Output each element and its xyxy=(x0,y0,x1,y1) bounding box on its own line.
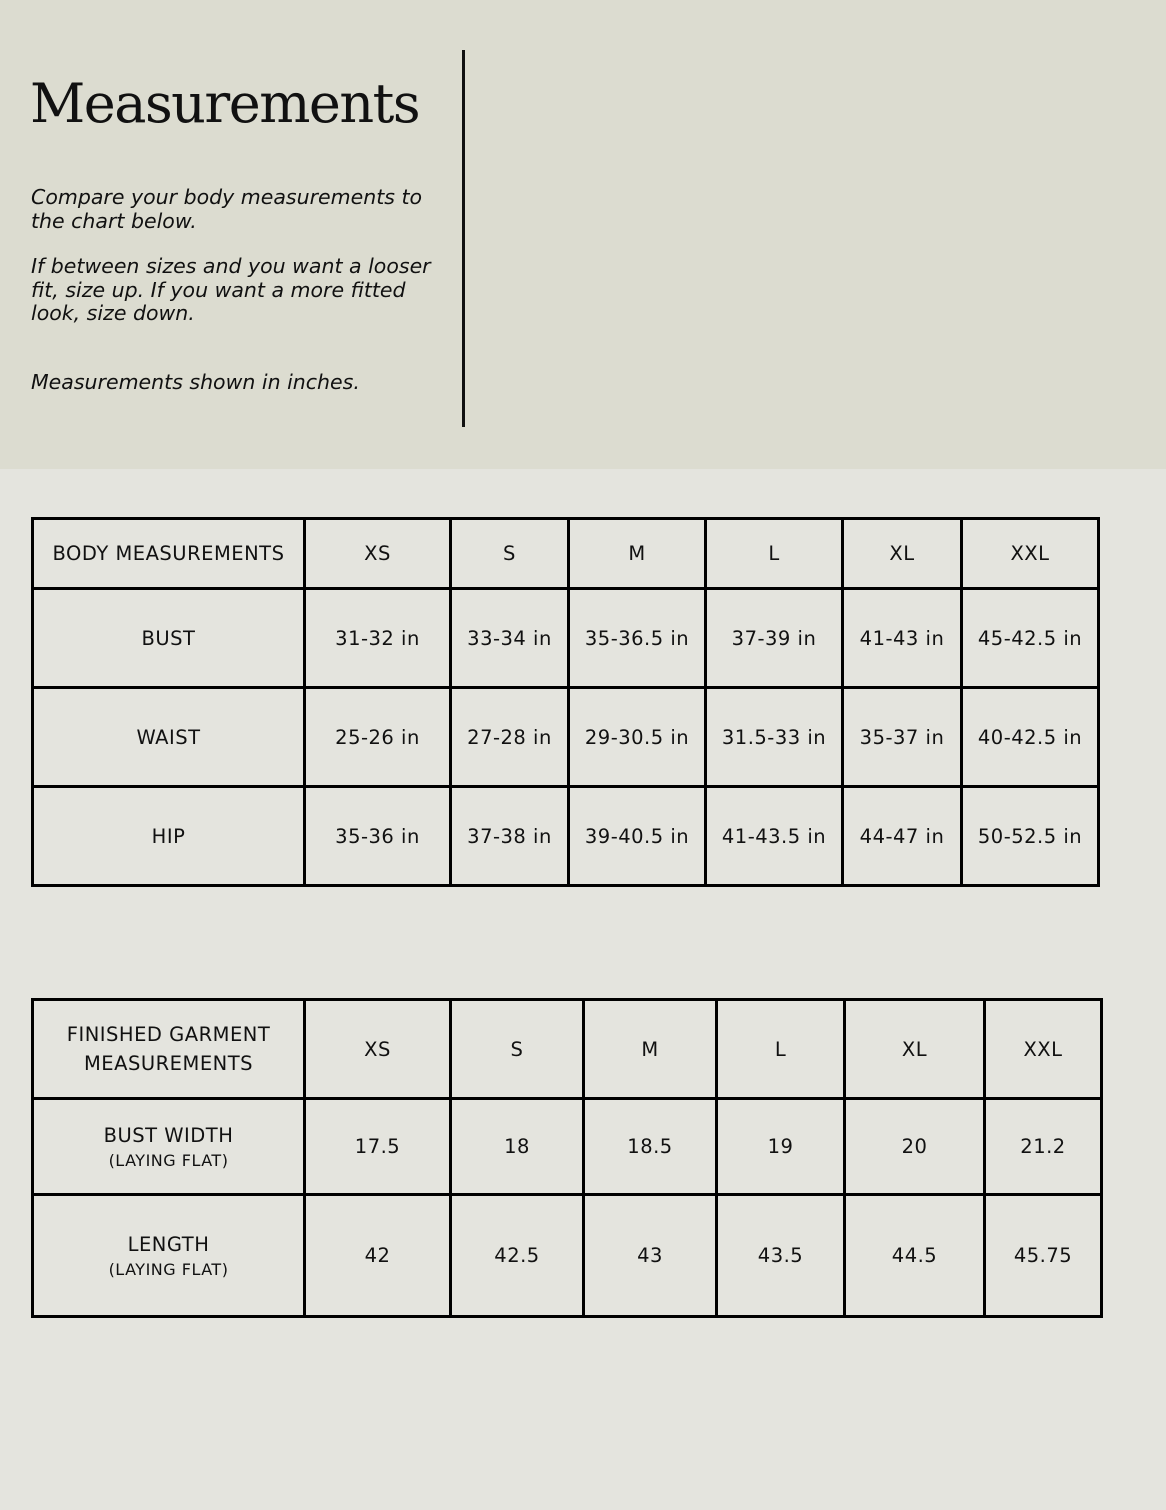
row-label: LENGTH xyxy=(127,1232,210,1256)
row-label: BUST WIDTH xyxy=(103,1123,234,1147)
table-cell: 25-26 in xyxy=(305,688,451,787)
column-header-xs: XS xyxy=(305,519,451,589)
table-cell: 43 xyxy=(584,1195,717,1317)
table-cell: 37-38 in xyxy=(451,787,569,886)
row-sublabel: (LAYING FLAT) xyxy=(108,1259,229,1279)
table-cell: 33-34 in xyxy=(451,589,569,688)
table-row-bust-width xyxy=(33,1099,1102,1195)
column-header-l: L xyxy=(706,519,843,589)
intro-compare-text: Compare your body measurements to the chart below. xyxy=(31,185,423,233)
column-header-m: M xyxy=(569,519,706,589)
table-cell: 41-43.5 in xyxy=(706,787,843,886)
table-cell: 19 xyxy=(717,1099,845,1195)
table-cell: 37-39 in xyxy=(706,589,843,688)
table-cell: 35-37 in xyxy=(843,688,962,787)
table-row-length xyxy=(33,1195,1102,1317)
column-header-xl: XL xyxy=(845,1000,985,1099)
table-cell: 45.75 xyxy=(985,1195,1102,1317)
table-cell: 27-28 in xyxy=(451,688,569,787)
page-title: Measurements xyxy=(30,72,420,135)
header-band xyxy=(0,0,1166,469)
table-cell: 31-32 in xyxy=(305,589,451,688)
table-cell: 17.5 xyxy=(305,1099,451,1195)
table-cell: 41-43 in xyxy=(843,589,962,688)
column-header-m: M xyxy=(584,1000,717,1099)
table-cell: 20 xyxy=(845,1099,985,1195)
table-cell: 40-42.5 in xyxy=(962,688,1099,787)
table-cell: 35-36 in xyxy=(305,787,451,886)
intro-units-note: Measurements shown in inches. xyxy=(31,370,360,394)
column-header-finished-garment: FINISHED GARMENT MEASUREMENTS xyxy=(33,1000,305,1099)
table-cell: 29-30.5 in xyxy=(569,688,706,787)
table-cell: 43.5 xyxy=(717,1195,845,1317)
table-row-bust xyxy=(33,589,1099,688)
table-cell: 44.5 xyxy=(845,1195,985,1317)
table-cell: 31.5-33 in xyxy=(706,688,843,787)
table-cell: 39-40.5 in xyxy=(569,787,706,886)
table-cell: 18.5 xyxy=(584,1099,717,1195)
row-sublabel: (LAYING FLAT) xyxy=(108,1150,229,1170)
table-header-row xyxy=(33,1000,1102,1099)
column-header-body-measurements: BODY MEASUREMENTS xyxy=(33,519,305,589)
table-cell: 35-36.5 in xyxy=(569,589,706,688)
table-cell: 42 xyxy=(305,1195,451,1317)
garment-measurements-table xyxy=(31,998,1103,1318)
table-cell: 44-47 in xyxy=(843,787,962,886)
table-header-row xyxy=(33,519,1099,589)
table-cell: 50-52.5 in xyxy=(962,787,1099,886)
row-label-cell xyxy=(33,1099,305,1195)
column-header-xxl: XXL xyxy=(962,519,1099,589)
row-label: HIP xyxy=(33,787,305,886)
vertical-divider xyxy=(462,50,465,427)
table-cell: 18 xyxy=(451,1099,584,1195)
column-header-s: S xyxy=(451,519,569,589)
table-row-hip xyxy=(33,787,1099,886)
row-label: WAIST xyxy=(33,688,305,787)
body-measurements-table xyxy=(31,517,1100,887)
column-header-xs: XS xyxy=(305,1000,451,1099)
table-cell: 21.2 xyxy=(985,1099,1102,1195)
intro-sizing-advice-text: If between sizes and you want a looser fit, size up. If you want a more fitted look, size down. xyxy=(31,254,431,325)
column-header-xxl: XXL xyxy=(985,1000,1102,1099)
column-header-xl: XL xyxy=(843,519,962,589)
table-row-waist xyxy=(33,688,1099,787)
row-label-cell xyxy=(33,1195,305,1317)
table-cell: 45-42.5 in xyxy=(962,589,1099,688)
column-header-l: L xyxy=(717,1000,845,1099)
table-cell: 42.5 xyxy=(451,1195,584,1317)
row-label: BUST xyxy=(33,589,305,688)
column-header-s: S xyxy=(451,1000,584,1099)
